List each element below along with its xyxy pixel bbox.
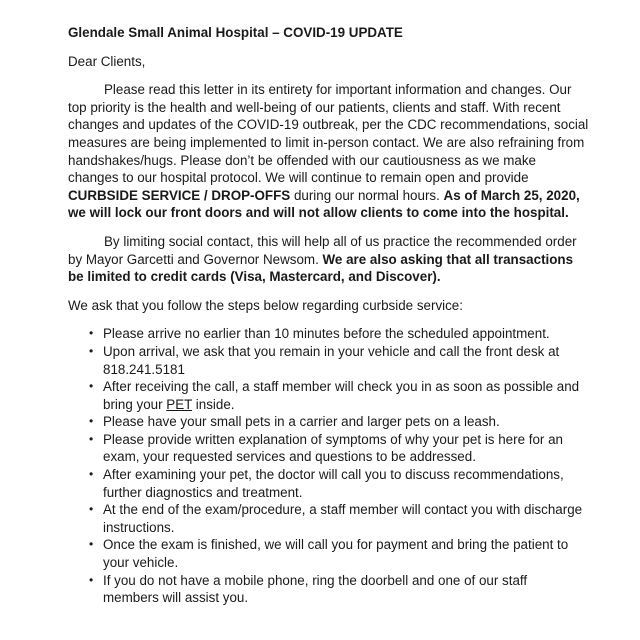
text-line (103, 536, 628, 554)
text-line (103, 343, 628, 361)
bullet-icon: • (89, 343, 94, 358)
text-line (68, 187, 628, 205)
bold-text: we will lock our front doors and will not allow clients to come into the hospital. (68, 205, 569, 221)
paragraph-intro (68, 81, 628, 222)
steps-intro: We ask that you follow the steps below regarding curbside service: (68, 297, 463, 313)
salutation: Dear Clients, (68, 53, 146, 69)
letter-title: Glendale Small Animal Hospital – COVID-19 UPDATE (68, 25, 403, 40)
text: your vehicle. (103, 555, 179, 571)
step-item (68, 431, 628, 466)
text-line (103, 554, 628, 572)
text: Please provide written explanation of symptoms of why your pet is here for an (103, 431, 563, 447)
bullet-icon: • (89, 537, 94, 552)
bullet-icon: • (89, 572, 94, 587)
bold-text: We are also asking that all transactions (322, 251, 574, 267)
text: measures are being implemented to limit in-person contact. We are also refraining from (68, 134, 585, 150)
bullet-icon: • (89, 326, 94, 341)
text: instructions. (103, 519, 175, 535)
text-line (68, 99, 628, 117)
text-line (103, 361, 628, 379)
underlined-text: PET (166, 396, 193, 412)
text-line (103, 501, 628, 519)
text: changes and updates of the COVID-19 outbreak, per the CDC recommendations, social (68, 117, 589, 133)
step-item (68, 466, 628, 501)
text: Please read this letter in its entirety for important information and changes. Our (104, 82, 572, 98)
text: exam, your requested services and questions to be addressed. (103, 449, 476, 465)
text-line (103, 448, 628, 466)
text: By limiting social contact, this will help all of us practice the recommended order (104, 233, 577, 249)
text: by Mayor Garcetti and Governor Newsom. (68, 251, 323, 267)
text: 818.241.5181 (103, 361, 185, 377)
text-line (103, 484, 628, 502)
text: After receiving the call, a staff member will check you in as soon as possible and (103, 379, 580, 395)
text: top priority is the health and well-being of our patients, clients and staff. With recent (68, 99, 561, 115)
text: At the end of the exam/procedure, a staff member will contact you with discharge (103, 502, 583, 518)
bold-text: As of March 25, 2020, (443, 187, 580, 203)
text-line (68, 116, 628, 134)
bullet-icon: • (89, 502, 94, 517)
paragraph-transactions (68, 233, 628, 286)
text-line (68, 169, 628, 187)
text: inside. (192, 396, 235, 412)
text-line (103, 396, 628, 414)
text-line (68, 251, 628, 269)
text-line (68, 134, 628, 152)
text-line (68, 81, 628, 99)
bullet-icon: • (89, 467, 94, 482)
text-line (68, 233, 628, 251)
letter (68, 24, 628, 607)
steps-list (68, 325, 628, 607)
text: If you do not have a mobile phone, ring the doorbell and one of our staff (103, 572, 528, 588)
text: members will assist you. (103, 590, 249, 606)
step-item (68, 413, 628, 431)
text-line (103, 466, 628, 484)
text-line (103, 589, 628, 607)
bullet-icon: • (89, 431, 94, 446)
text-line (103, 325, 628, 343)
text: After examining your pet, the doctor will call you to discuss recommendations, (103, 467, 564, 483)
text: Please have your small pets in a carrier and larger pets on a leash. (103, 414, 500, 430)
bold-text: be limited to credit cards (Visa, Mastercard, and Discover). (68, 269, 441, 285)
step-item (68, 343, 628, 378)
text-line (103, 413, 628, 431)
step-item (68, 572, 628, 607)
text-line (68, 152, 628, 170)
step-item (68, 501, 628, 536)
text: Please arrive no earlier than 10 minutes before the scheduled appointment. (103, 326, 550, 342)
text: Once the exam is finished, we will call you for payment and bring the patient to (103, 537, 569, 553)
text-line (103, 431, 628, 449)
text: changes to our hospital protocol. We will continue to remain open and provide (68, 170, 529, 186)
text-line (68, 204, 628, 222)
text: handshakes/hugs. Please don’t be offended with our cautiousness as we make (68, 152, 536, 168)
step-item (68, 378, 628, 413)
step-item (68, 325, 628, 343)
text: further diagnostics and treatment. (103, 484, 303, 500)
text-line (103, 378, 628, 396)
text-line (103, 519, 628, 537)
bullet-icon: • (89, 379, 94, 394)
text: Upon arrival, we ask that you remain in your vehicle and call the front desk at (103, 343, 560, 359)
text-line (103, 572, 628, 590)
text: during our normal hours. (290, 187, 444, 203)
step-item (68, 536, 628, 571)
bold-text: CURBSIDE SERVICE / DROP-OFFS (68, 187, 291, 203)
text: bring your (103, 396, 167, 412)
bullet-icon: • (89, 414, 94, 429)
text-line (68, 268, 628, 286)
